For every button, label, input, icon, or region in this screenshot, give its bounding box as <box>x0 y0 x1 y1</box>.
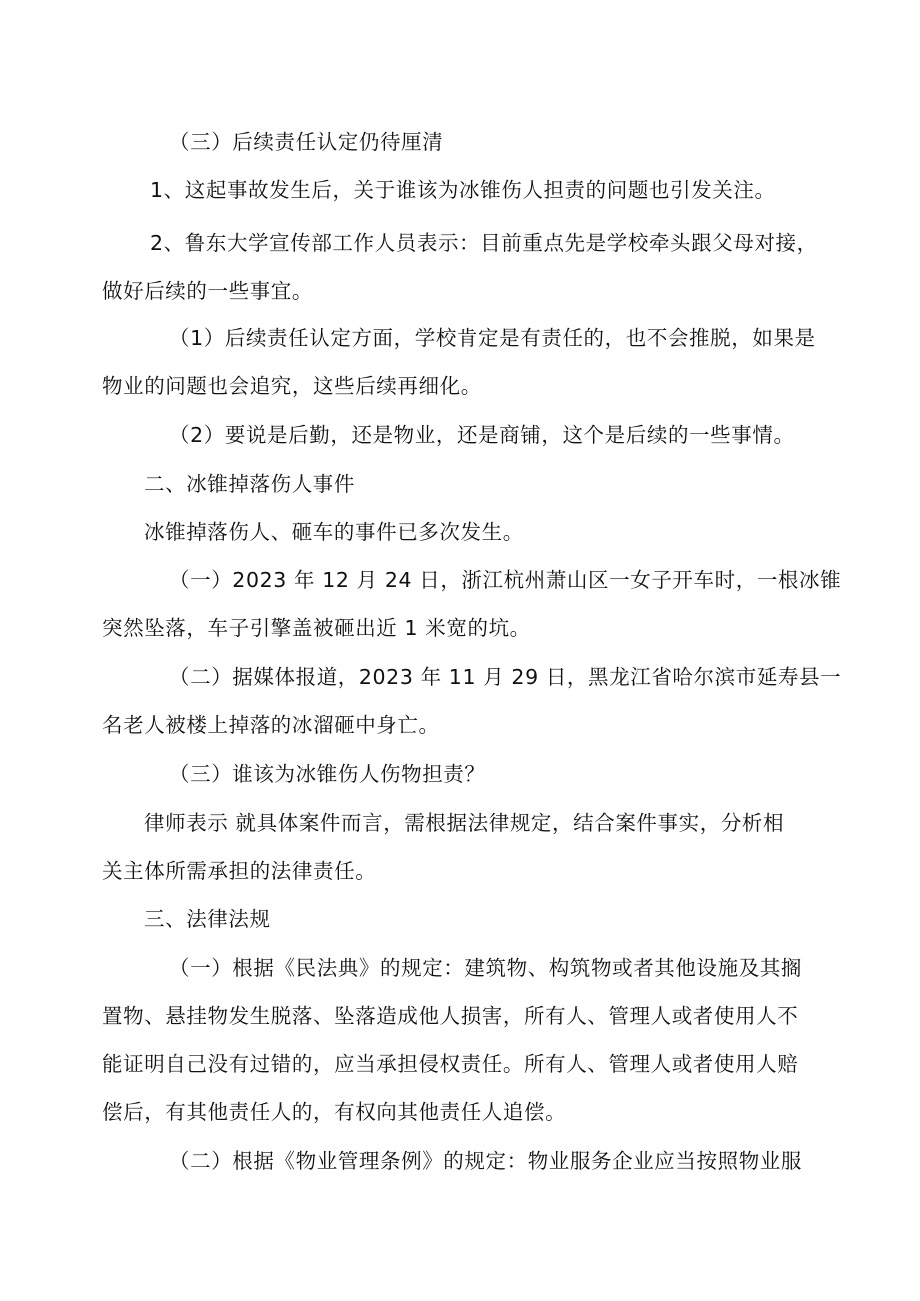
text-line: （2）要说是后勤，还是物业，还是商铺，这个是后续的一些事情。 <box>169 423 795 447</box>
paragraph-who-responsible <box>144 750 804 798</box>
text-line: （二）根据《物业管理条例》的规定：物业服务企业应当按照物业服 <box>169 1149 802 1173</box>
text-line: 置物、悬挂物发生脱落、坠落造成他人损害，所有人、管理人或者使用人不 <box>102 1004 799 1028</box>
heading-followup-responsibility <box>144 118 804 166</box>
text-line: （一）2023 年 12 月 24 日，浙江杭州萧山区一女子开车时，一根冰锥 <box>169 568 842 592</box>
text-line: （一）根据《民法典》的规定：建筑物、构筑物或者其他设施及其搁 <box>169 956 802 980</box>
text-line: 冰锥掉落伤人、砸车的事件已多次发生。 <box>144 520 524 544</box>
text-line: （三）谁该为冰锥伤人伤物担责？ <box>169 762 486 786</box>
text-line: （二）据媒体报道，2023 年 11 月 29 日，黑龙江省哈尔滨市延寿县一 <box>169 665 842 689</box>
paragraph-lawyer-statement <box>102 799 804 895</box>
text-line: 物业的问题也会追究，这些后续再细化。 <box>102 374 482 398</box>
text-line: 二、冰锥掉落伤人事件 <box>144 472 355 496</box>
paragraph-subitem-1 <box>102 314 816 410</box>
text-line: 突然坠落，车子引擎盖被砸出近 1 米宽的坑。 <box>102 616 531 640</box>
paragraph-item-2 <box>102 219 818 315</box>
paragraph-incident-hangzhou <box>102 556 842 652</box>
paragraph-subitem-2 <box>144 411 804 459</box>
text-line: （三）后续责任认定仍待厘清 <box>169 130 444 154</box>
text-line: 三、法律法规 <box>144 907 271 931</box>
text-line: 偿后，有其他责任人的，有权向其他责任人追偿。 <box>102 1100 567 1124</box>
text-line: 1、这起事故发生后，关于谁该为冰锥伤人担责的问题也引发关注。 <box>150 178 776 202</box>
paragraph-property-regulations <box>144 1137 804 1185</box>
paragraph-item-1 <box>144 166 804 214</box>
text-line: 做好后续的一些事宜。 <box>102 279 313 303</box>
text-line: 关主体所需承担的法律责任。 <box>102 859 377 883</box>
text-line: （1）后续责任认定方面，学校肯定是有责任的，也不会推脱，如果是 <box>169 326 816 350</box>
text-line: 能证明自己没有过错的，应当承担侵权责任。所有人、管理人或者使用人赔 <box>102 1052 799 1076</box>
text-line: 名老人被楼上掉落的冰溜砸中身亡。 <box>102 713 440 737</box>
paragraph-civil-code <box>102 944 804 1136</box>
heading-section-2 <box>144 460 804 508</box>
text-line: 律师表示 就具体案件而言，需根据法律规定，结合案件事实，分析相 <box>144 811 785 835</box>
heading-section-3 <box>144 895 804 943</box>
text-line: 2、鲁东大学宣传部工作人员表示：目前重点先是学校牵头跟父母对接， <box>150 231 818 255</box>
paragraph-incidents-intro <box>144 508 804 556</box>
paragraph-incident-harbin <box>102 653 842 749</box>
